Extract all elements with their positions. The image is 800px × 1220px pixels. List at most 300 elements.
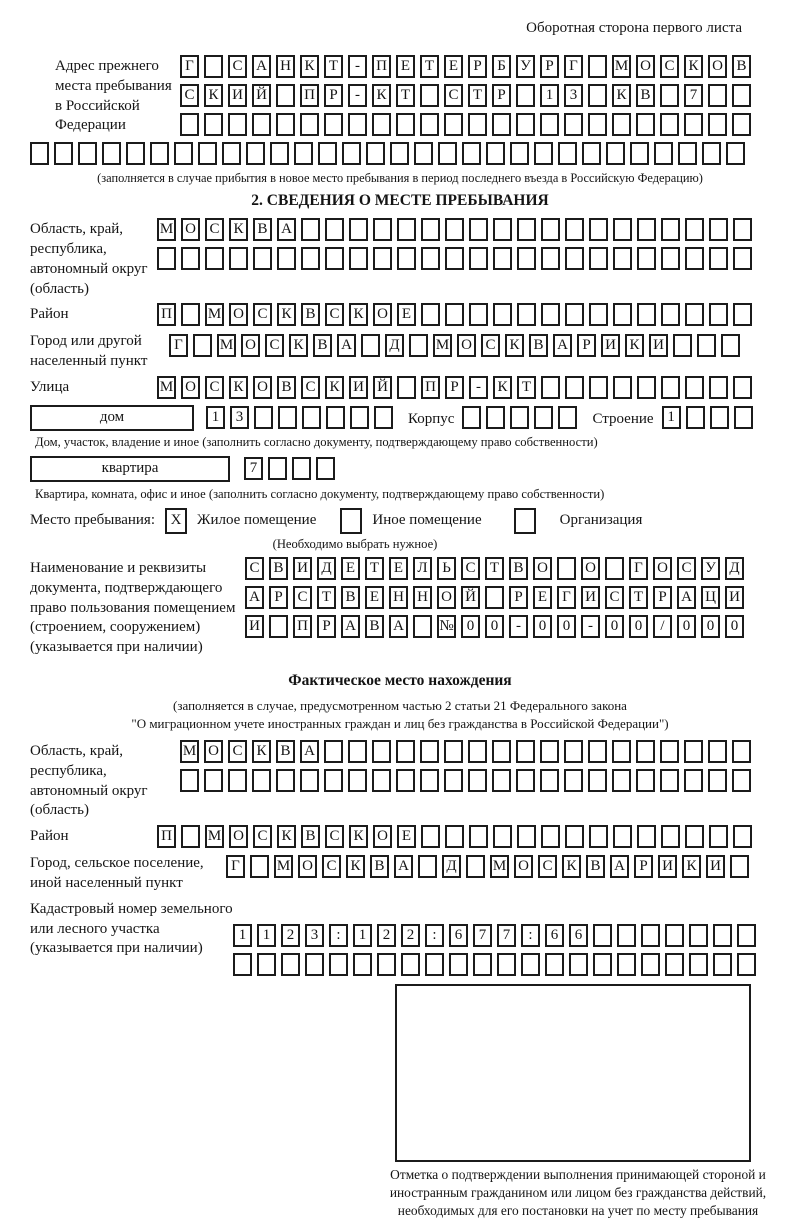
char-cell: [565, 218, 584, 241]
char-cell: [708, 740, 727, 763]
char-cell: С: [301, 376, 320, 399]
char-cell: [396, 113, 415, 136]
char-cell: В: [509, 557, 528, 580]
char-cell: К: [372, 84, 391, 107]
char-cell: Р: [468, 55, 487, 78]
char-cell: О: [636, 55, 655, 78]
char-cell: С: [265, 334, 284, 357]
char-cell: [342, 142, 361, 165]
char-cell: 6: [449, 924, 468, 947]
char-cell: К: [277, 303, 296, 326]
char-cell: П: [293, 615, 312, 638]
char-cell: О: [373, 303, 392, 326]
street-label: Улица: [30, 378, 70, 395]
char-cell: /: [653, 615, 672, 638]
prev-address-label: Адрес прежнего места пребывания в Российской Федерации: [55, 58, 172, 134]
char-cell: [222, 142, 241, 165]
char-cell: [421, 825, 440, 848]
char-cell: В: [276, 740, 295, 763]
char-cell: Т: [396, 84, 415, 107]
char-cell: В: [529, 334, 548, 357]
char-cell: [445, 247, 464, 270]
char-cell: [689, 953, 708, 976]
stay-option-other-label: Иное помещение: [372, 512, 482, 529]
char-cell: [637, 376, 656, 399]
char-cell: [292, 457, 311, 480]
char-cell: [301, 247, 320, 270]
char-cell: [445, 303, 464, 326]
cadastral-row-1: [233, 924, 761, 947]
char-cell: С: [461, 557, 480, 580]
district-block: [30, 303, 770, 326]
char-cell: [589, 303, 608, 326]
house-number-cells: [206, 406, 398, 429]
char-cell: [205, 247, 224, 270]
char-cell: :: [521, 924, 540, 947]
char-cell: [617, 953, 636, 976]
char-cell: [204, 113, 223, 136]
char-cell: А: [553, 334, 572, 357]
char-cell: [126, 142, 145, 165]
char-cell: [449, 953, 468, 976]
char-cell: [372, 740, 391, 763]
char-cell: И: [228, 84, 247, 107]
char-cell: Р: [317, 615, 336, 638]
char-cell: [612, 740, 631, 763]
char-cell: О: [437, 586, 456, 609]
char-cell: К: [289, 334, 308, 357]
stamp-box: [395, 984, 751, 1162]
char-cell: К: [505, 334, 524, 357]
char-cell: К: [684, 55, 703, 78]
char-cell: Г: [169, 334, 188, 357]
cadastral-row-2: [233, 953, 761, 976]
char-cell: [493, 218, 512, 241]
char-cell: [588, 113, 607, 136]
char-cell: И: [581, 586, 600, 609]
char-cell: 7: [684, 84, 703, 107]
char-cell: [253, 247, 272, 270]
char-cell: А: [389, 615, 408, 638]
char-cell: К: [229, 376, 248, 399]
stay-option-other-checkbox: [340, 508, 362, 534]
char-cell: Т: [324, 55, 343, 78]
char-cell: А: [341, 615, 360, 638]
char-cell: К: [493, 376, 512, 399]
char-cell: С: [253, 825, 272, 848]
char-cell: [540, 113, 559, 136]
char-cell: [276, 113, 295, 136]
char-cell: [269, 615, 288, 638]
street-row: [157, 376, 757, 399]
char-cell: [517, 303, 536, 326]
char-cell: [589, 247, 608, 270]
char-cell: О: [204, 740, 223, 763]
char-cell: [665, 953, 684, 976]
char-cell: 0: [485, 615, 504, 638]
char-cell: 0: [533, 615, 552, 638]
char-cell: [350, 406, 369, 429]
char-cell: [30, 142, 49, 165]
char-cell: [281, 953, 300, 976]
char-cell: Е: [389, 557, 408, 580]
char-cell: И: [349, 376, 368, 399]
char-cell: [708, 769, 727, 792]
char-cell: В: [586, 855, 605, 878]
actual-district-block: [30, 825, 770, 848]
char-cell: [540, 769, 559, 792]
char-cell: [486, 142, 505, 165]
char-cell: 7: [473, 924, 492, 947]
char-cell: В: [365, 615, 384, 638]
char-cell: [541, 303, 560, 326]
char-cell: [254, 406, 273, 429]
char-cell: Г: [226, 855, 245, 878]
apartment-cells: [244, 457, 340, 480]
char-cell: [565, 376, 584, 399]
char-cell: [558, 406, 577, 429]
cadastral-label: Кадастровый номер земельного или лесного участка (указывается при наличии): [30, 900, 233, 957]
char-cell: [661, 825, 680, 848]
char-cell: [78, 142, 97, 165]
char-cell: [374, 406, 393, 429]
actual-region-block: [30, 740, 770, 821]
char-cell: [564, 740, 583, 763]
char-cell: М: [157, 218, 176, 241]
char-cell: И: [293, 557, 312, 580]
char-cell: [413, 615, 432, 638]
char-cell: [636, 769, 655, 792]
char-cell: [473, 953, 492, 976]
char-cell: [733, 825, 752, 848]
char-cell: [174, 142, 193, 165]
char-cell: [486, 406, 505, 429]
char-cell: [396, 769, 415, 792]
document-row-2: [245, 586, 749, 609]
char-cell: -: [509, 615, 528, 638]
char-cell: [660, 84, 679, 107]
char-cell: 1: [233, 924, 252, 947]
char-cell: Р: [577, 334, 596, 357]
char-cell: [517, 218, 536, 241]
char-cell: [150, 142, 169, 165]
char-cell: [198, 142, 217, 165]
char-cell: П: [421, 376, 440, 399]
char-cell: [466, 855, 485, 878]
char-cell: [713, 953, 732, 976]
char-cell: [558, 142, 577, 165]
char-cell: [204, 769, 223, 792]
char-cell: Е: [396, 55, 415, 78]
char-cell: М: [205, 303, 224, 326]
char-cell: 3: [305, 924, 324, 947]
char-cell: В: [341, 586, 360, 609]
char-cell: Т: [485, 557, 504, 580]
actual-city-row: [226, 855, 754, 878]
char-cell: [180, 113, 199, 136]
house-line: [30, 405, 770, 431]
char-cell: [181, 247, 200, 270]
char-cell: [421, 218, 440, 241]
char-cell: В: [313, 334, 332, 357]
char-cell: К: [300, 55, 319, 78]
char-cell: [445, 218, 464, 241]
char-cell: [469, 303, 488, 326]
prev-address-block: [30, 55, 770, 136]
char-cell: О: [229, 303, 248, 326]
city-row: [169, 334, 745, 357]
char-cell: [733, 303, 752, 326]
char-cell: [349, 247, 368, 270]
char-cell: [300, 113, 319, 136]
char-cell: [468, 769, 487, 792]
char-cell: [516, 84, 535, 107]
char-cell: О: [298, 855, 317, 878]
char-cell: 2: [401, 924, 420, 947]
char-cell: [661, 247, 680, 270]
char-cell: [510, 406, 529, 429]
char-cell: [613, 825, 632, 848]
char-cell: [276, 769, 295, 792]
char-cell: [708, 84, 727, 107]
actual-city-block: [30, 852, 770, 894]
char-cell: В: [253, 218, 272, 241]
char-cell: А: [245, 586, 264, 609]
char-cell: С: [677, 557, 696, 580]
char-cell: [493, 247, 512, 270]
char-cell: С: [322, 855, 341, 878]
char-cell: К: [349, 303, 368, 326]
char-cell: [469, 218, 488, 241]
char-cell: -: [581, 615, 600, 638]
char-cell: У: [701, 557, 720, 580]
prev-address-row-4: [30, 142, 770, 165]
stay-choose-note: (Необходимо выбрать нужное): [272, 536, 438, 551]
char-cell: Д: [317, 557, 336, 580]
actual-district-row: [157, 825, 757, 848]
char-cell: [366, 142, 385, 165]
char-cell: К: [612, 84, 631, 107]
char-cell: [397, 247, 416, 270]
char-cell: [469, 247, 488, 270]
char-cell: [301, 218, 320, 241]
prev-address-row-3: [180, 113, 756, 136]
char-cell: [517, 825, 536, 848]
char-cell: [372, 113, 391, 136]
char-cell: [709, 376, 728, 399]
char-cell: [516, 113, 535, 136]
char-cell: [637, 825, 656, 848]
char-cell: М: [433, 334, 452, 357]
char-cell: [390, 142, 409, 165]
char-cell: [637, 303, 656, 326]
char-cell: [730, 855, 749, 878]
korpus-label: Корпус: [408, 410, 455, 427]
char-cell: В: [269, 557, 288, 580]
char-cell: [588, 769, 607, 792]
document-row-1: [245, 557, 749, 580]
char-cell: Д: [442, 855, 461, 878]
char-cell: Ь: [437, 557, 456, 580]
char-cell: [540, 740, 559, 763]
char-cell: [361, 334, 380, 357]
stamp-note: Отметка о подтверждении выполнения принимающей стороной и иностранным гражданином или лицом без гражданства действий, необходимых для его постановки на учет по месту пребывания: [389, 1166, 767, 1218]
char-cell: [468, 740, 487, 763]
char-cell: Д: [725, 557, 744, 580]
char-cell: С: [253, 303, 272, 326]
char-cell: [684, 769, 703, 792]
char-cell: [250, 855, 269, 878]
char-cell: Г: [629, 557, 648, 580]
char-cell: [276, 84, 295, 107]
char-cell: [541, 825, 560, 848]
char-cell: [613, 247, 632, 270]
char-cell: [372, 769, 391, 792]
char-cell: [613, 376, 632, 399]
char-cell: [654, 142, 673, 165]
char-cell: [401, 953, 420, 976]
char-cell: [228, 113, 247, 136]
char-cell: [268, 457, 287, 480]
char-cell: [318, 142, 337, 165]
char-cell: Г: [564, 55, 583, 78]
char-cell: [373, 247, 392, 270]
char-cell: [702, 142, 721, 165]
char-cell: [665, 924, 684, 947]
char-cell: Ц: [701, 586, 720, 609]
char-cell: Л: [413, 557, 432, 580]
char-cell: [660, 769, 679, 792]
char-cell: [348, 113, 367, 136]
char-cell: [302, 406, 321, 429]
char-cell: К: [204, 84, 223, 107]
char-cell: Р: [509, 586, 528, 609]
char-cell: [492, 740, 511, 763]
char-cell: А: [277, 218, 296, 241]
char-cell: [492, 113, 511, 136]
char-cell: Т: [317, 586, 336, 609]
document-label: Наименование и реквизиты документа, подтверждающего право пользования помещением (строением, сооружением) (указывается при наличии): [30, 559, 236, 656]
char-cell: И: [245, 615, 264, 638]
char-cell: [252, 769, 271, 792]
char-cell: Й: [373, 376, 392, 399]
korpus-cells: [462, 406, 582, 429]
char-cell: [636, 740, 655, 763]
char-cell: 1: [353, 924, 372, 947]
char-cell: С: [228, 55, 247, 78]
char-cell: [565, 825, 584, 848]
char-cell: [485, 586, 504, 609]
char-cell: [685, 247, 704, 270]
char-cell: 2: [281, 924, 300, 947]
char-cell: С: [205, 218, 224, 241]
char-cell: [421, 247, 440, 270]
char-cell: К: [229, 218, 248, 241]
document-grid: [245, 557, 749, 638]
char-cell: [684, 113, 703, 136]
char-cell: [204, 55, 223, 78]
prev-address-grid: [180, 55, 756, 136]
char-cell: [54, 142, 73, 165]
char-cell: [709, 218, 728, 241]
char-cell: [661, 303, 680, 326]
actual-note-line2: "О миграционном учете иностранных граждан и лиц без гражданства в Российской Федерации"): [131, 715, 669, 731]
char-cell: К: [562, 855, 581, 878]
char-cell: Т: [629, 586, 648, 609]
char-cell: [420, 84, 439, 107]
char-cell: П: [157, 825, 176, 848]
char-cell: О: [581, 557, 600, 580]
char-cell: А: [394, 855, 413, 878]
char-cell: 0: [461, 615, 480, 638]
char-cell: О: [457, 334, 476, 357]
actual-region-row-2: [180, 769, 756, 792]
cadastral-grid: [233, 924, 761, 976]
char-cell: 7: [497, 924, 516, 947]
char-cell: [589, 825, 608, 848]
char-cell: [252, 113, 271, 136]
char-cell: [510, 142, 529, 165]
char-cell: [444, 740, 463, 763]
char-cell: [721, 334, 740, 357]
char-cell: Р: [653, 586, 672, 609]
char-cell: С: [293, 586, 312, 609]
stay-option-organization-checkbox: [514, 508, 536, 534]
char-cell: [324, 113, 343, 136]
char-cell: [326, 406, 345, 429]
char-cell: [709, 825, 728, 848]
char-cell: С: [325, 303, 344, 326]
char-cell: [425, 953, 444, 976]
char-cell: Т: [468, 84, 487, 107]
char-cell: [181, 825, 200, 848]
section2-title: 2. СВЕДЕНИЯ О МЕСТЕ ПРЕБЫВАНИЯ: [251, 192, 549, 210]
char-cell: К: [682, 855, 701, 878]
stay-type-line: [30, 508, 770, 534]
char-cell: М: [180, 740, 199, 763]
char-cell: -: [348, 55, 367, 78]
char-cell: С: [245, 557, 264, 580]
char-cell: Т: [420, 55, 439, 78]
char-cell: 0: [677, 615, 696, 638]
char-cell: [565, 303, 584, 326]
char-cell: Р: [634, 855, 653, 878]
char-cell: :: [425, 924, 444, 947]
char-cell: С: [481, 334, 500, 357]
char-cell: [593, 924, 612, 947]
char-cell: М: [205, 825, 224, 848]
char-cell: К: [252, 740, 271, 763]
char-cell: Й: [252, 84, 271, 107]
char-cell: [697, 334, 716, 357]
region-grid: [157, 218, 757, 270]
char-cell: [613, 303, 632, 326]
char-cell: О: [253, 376, 272, 399]
char-cell: [588, 84, 607, 107]
char-cell: П: [372, 55, 391, 78]
apartment-note: Квартира, комната, офис и иное (заполнить согласно документу, подтверждающему право собственности): [35, 486, 605, 501]
char-cell: [636, 113, 655, 136]
char-cell: 0: [701, 615, 720, 638]
char-cell: Е: [397, 825, 416, 848]
char-cell: [684, 740, 703, 763]
char-cell: [420, 740, 439, 763]
char-cell: [708, 113, 727, 136]
char-cell: О: [533, 557, 552, 580]
char-cell: Н: [389, 586, 408, 609]
char-cell: [348, 769, 367, 792]
stay-type-label: Место пребывания:: [30, 512, 155, 529]
